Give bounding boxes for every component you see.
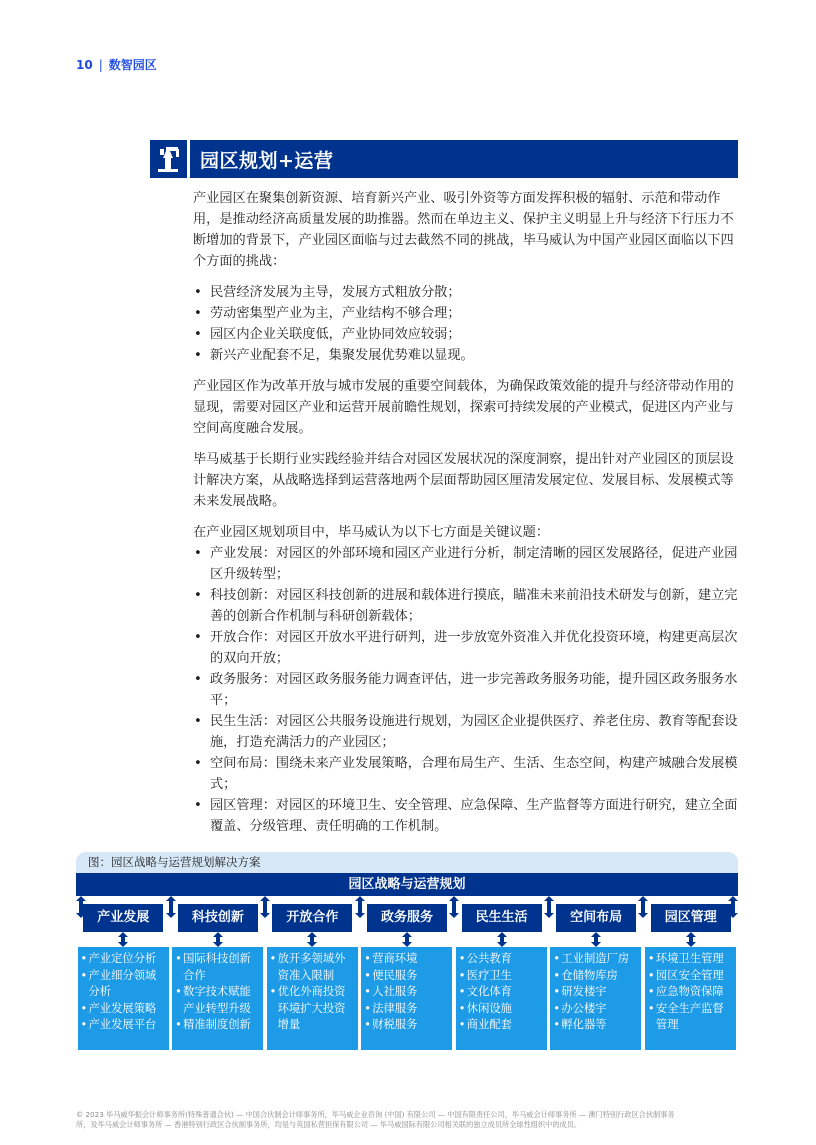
double-arrow-icon xyxy=(118,932,128,947)
category-label: 开放合作 xyxy=(272,904,352,932)
detail-item: • 商业配套 xyxy=(459,1017,545,1034)
category-label: 民生生活 xyxy=(462,904,542,932)
page-number: 10 xyxy=(76,58,93,72)
main-text xyxy=(193,188,741,847)
detail-item: • 休闲设施 xyxy=(459,1001,545,1018)
category-label: 科技创新 xyxy=(178,904,258,932)
challenge-list xyxy=(193,282,741,366)
challenge-item: • 民营经济发展为主导，发展方式粗放分散； xyxy=(193,282,741,303)
solution-paragraph: 毕马威基于长期行业实践经验并结合对园区发展状况的深度洞察，提出针对产业园区的顶层设计解决方案，从战略选择到运营落地两个层面帮助园区厘清发展定位、发展目标、发展模式等未来发展战略。 xyxy=(193,452,734,509)
double-arrow-icon xyxy=(449,896,459,918)
category-detail-box xyxy=(78,947,169,1050)
issue-item: • 空间布局：围绕未来产业发展策略，合理布局生产、生活、生态空间，构建产城融合发展模式； xyxy=(193,753,741,795)
category-detail-box xyxy=(645,947,736,1050)
double-arrow-icon xyxy=(260,896,270,918)
page-header xyxy=(76,56,157,73)
double-arrow-icon xyxy=(591,932,601,947)
planning-paragraph: 产业园区作为改革开放与城市发展的重要空间载体，为确保政策效能的提升与经济带动作用的显现，需要对园区产业和运营开展前瞻性规划，探索可持续发展的产业模式，促进区内产业与空间高度融合发展。 xyxy=(193,379,734,436)
double-arrow-icon xyxy=(355,896,365,918)
section-title: 园区规划+运营 xyxy=(200,149,334,172)
category-detail-box xyxy=(550,947,641,1050)
double-arrow-icon xyxy=(307,932,317,947)
category-detail-box xyxy=(172,947,263,1050)
category-label: 空间布局 xyxy=(556,904,636,932)
challenge-item: • 劳动密集型产业为主，产业结构不够合理； xyxy=(193,303,741,324)
double-arrow-icon xyxy=(638,896,648,918)
detail-item: • 数字技术赋能产业转型升级 xyxy=(175,984,261,1017)
category-label: 产业发展 xyxy=(83,904,163,932)
issue-item: • 产业发展：对园区的外部环境和园区产业进行分析，制定清晰的园区发展路径，促进产业园区升级转型； xyxy=(193,543,741,585)
issue-item: • 园区管理：对园区的环境卫生、安全管理、应急保障、生产监督等方面进行研究，建立全面覆盖、分级管理、责任明确的工作机制。 xyxy=(193,795,741,837)
detail-item: • 人社服务 xyxy=(364,984,450,1001)
double-arrow-icon xyxy=(166,896,176,918)
challenge-item: • 新兴产业配套不足，集聚发展优势难以显现。 xyxy=(193,345,741,366)
category-label: 政务服务 xyxy=(367,904,447,932)
double-arrow-icon xyxy=(213,932,223,947)
issue-item: • 民生生活：对园区公共服务设施进行规划，为园区企业提供医疗、养老住房、教育等配套设施，打造充满活力的产业园区； xyxy=(193,711,741,753)
detail-item: • 放开多领域外资准入限制 xyxy=(270,951,356,984)
header-separator: | xyxy=(98,58,103,72)
detail-item: • 产业细分领域分析 xyxy=(81,968,167,1001)
detail-item: • 办公楼宇 xyxy=(553,1001,639,1018)
challenge-item: • 园区内企业关联度低，产业协同效应较弱； xyxy=(193,324,741,345)
section-icon xyxy=(150,140,190,178)
detail-item: • 应急物资保障 xyxy=(648,984,734,1001)
intro-paragraph: 产业园区在聚集创新资源、培育新兴产业、吸引外资等方面发挥积极的辐射、示范和带动作用，是推动经济高质量发展的助推器。然而在单边主义、保护主义明显上升与经济下行压力不断增加的背景下，产业园区面临与过去截然不同的挑战，毕马威认为中国产业园区面临以下四个方面的挑战： xyxy=(193,191,734,269)
detail-row xyxy=(76,947,738,1050)
issue-item: • 科技创新：对园区科技创新的进展和载体进行摸底，瞄准未来前沿技术研发与创新，建立完善的创新合作机制与科研创新载体； xyxy=(193,585,741,627)
issue-item: • 开放合作：对园区开放水平进行研判，进一步放宽外资准入并优化投资环境，构建更高层次的双向开放； xyxy=(193,627,741,669)
diagram-banner: 园区战略与运营规划 xyxy=(76,873,738,896)
detail-item: • 孵化器等 xyxy=(553,1017,639,1034)
section-bar xyxy=(150,140,738,178)
detail-item: • 精准制度创新 xyxy=(175,1017,261,1034)
double-arrow-icon xyxy=(544,896,554,918)
detail-item: • 安全生产监督管理 xyxy=(648,1001,734,1034)
detail-item: • 法律服务 xyxy=(364,1001,450,1018)
detail-item: • 研发楼宇 xyxy=(553,984,639,1001)
double-arrow-icon xyxy=(728,896,738,918)
footer-line: © 2023 毕马威华振会计师事务所(特殊普通合伙) — 中国合伙制会计师事务所，毕马威企业咨询 (中国) 有限公司 — 中国有限责任公司，毕马威会计师事务所 — 澳门特别行政区合伙制事务 xyxy=(76,1110,675,1119)
detail-item: • 环境卫生管理 xyxy=(648,951,734,968)
category-detail-box xyxy=(267,947,358,1050)
detail-item: • 产业发展平台 xyxy=(81,1017,167,1034)
detail-item: • 产业定位分析 xyxy=(81,951,167,968)
detail-item: • 国际科技创新合作 xyxy=(175,951,261,984)
category-label: 园区管理 xyxy=(651,904,731,932)
detail-item: • 文化体育 xyxy=(459,984,545,1001)
double-arrow-icon xyxy=(402,932,412,947)
double-arrow-icon xyxy=(497,932,507,947)
detail-item: • 仓储物库房 xyxy=(553,968,639,985)
solution-diagram xyxy=(76,852,738,1050)
detail-item: • 便民服务 xyxy=(364,968,450,985)
detail-item: • 园区安全管理 xyxy=(648,968,734,985)
detail-item: • 工业制造厂房 xyxy=(553,951,639,968)
copyright-footer xyxy=(76,1110,738,1129)
issue-list xyxy=(193,543,741,837)
diagram-caption: 图：园区战略与运营规划解决方案 xyxy=(76,852,738,873)
issue-item: • 政务服务：对园区政务服务能力调查评估，进一步完善政务服务功能，提升园区政务服务水平； xyxy=(193,669,741,711)
detail-item: • 产业发展策略 xyxy=(81,1001,167,1018)
detail-item: • 公共教育 xyxy=(459,951,545,968)
double-arrow-icon xyxy=(76,896,86,918)
category-detail-box xyxy=(361,947,452,1050)
category-detail-box xyxy=(456,947,547,1050)
detail-item: • 优化外商投资环境扩大投资增量 xyxy=(270,984,356,1034)
detail-item: • 营商环境 xyxy=(364,951,450,968)
issues-intro: 在产业园区规划项目中，毕马威认为以下七方面是关键议题： xyxy=(193,525,550,540)
detail-item: • 医疗卫生 xyxy=(459,968,545,985)
footer-line: 所，及毕马威会计师事务所 — 香港特别行政区合伙制事务所，均是与英国私营担保有限公司 — 毕马威国际有限公司相关联的独立成员所全球性组织中的成员。 xyxy=(76,1119,582,1129)
double-arrow-icon xyxy=(686,932,696,947)
detail-item: • 财税服务 xyxy=(364,1017,450,1034)
header-section: 数智园区 xyxy=(108,58,157,72)
